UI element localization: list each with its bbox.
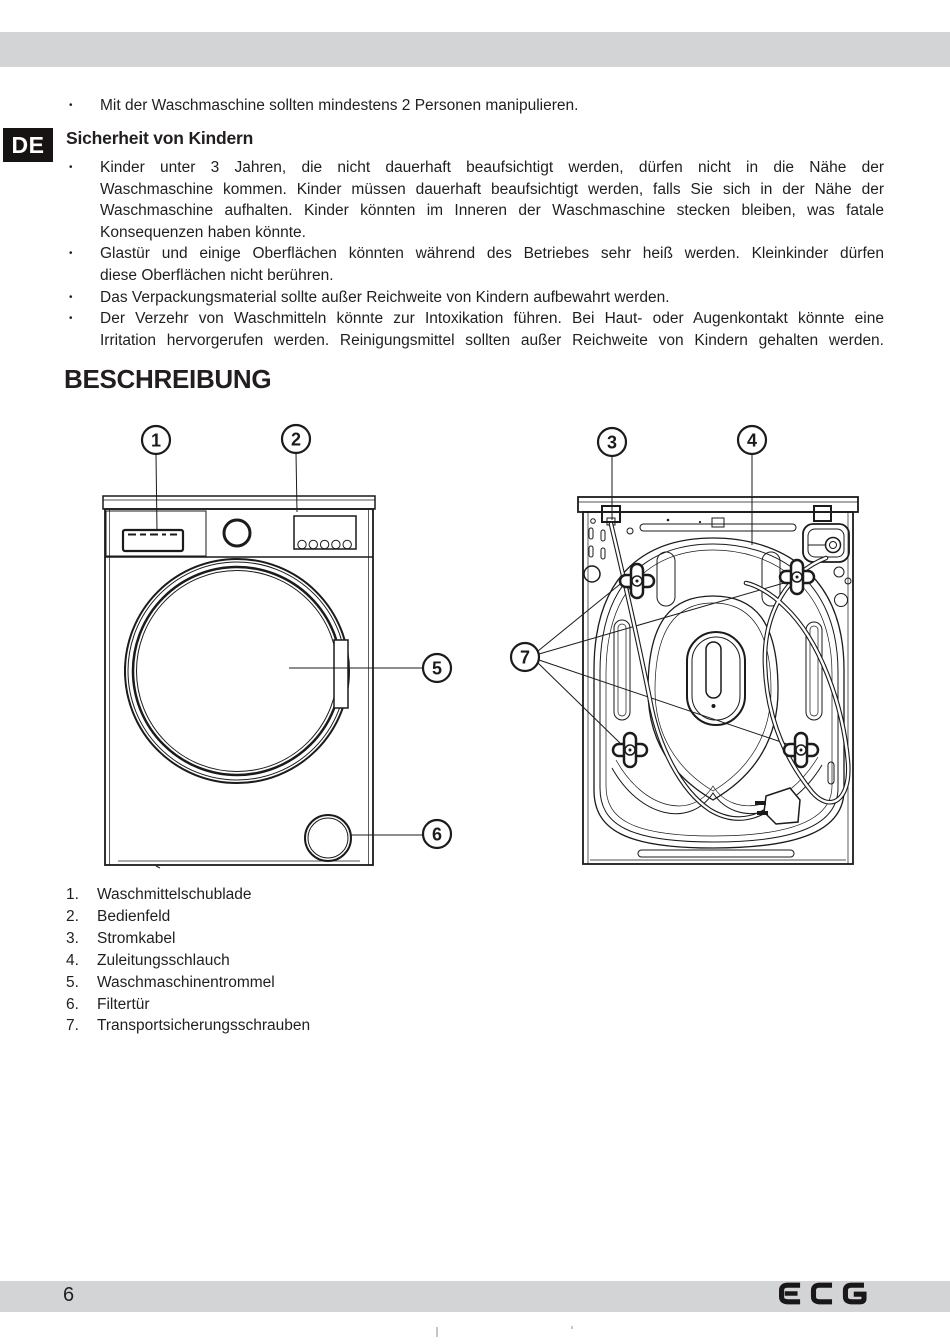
- front-view-diagram: [103, 425, 451, 868]
- callout-6: [351, 820, 451, 848]
- part-label: Stromkabel: [97, 929, 176, 947]
- part-number: 6.: [66, 995, 79, 1013]
- part-label: Filtertür: [97, 995, 150, 1013]
- transport-screw: [613, 733, 647, 767]
- text-line: Waschmaschine kommen. Kinder müssen dauerhaft beaufsichtigt werden, falls Sie sich in der Nähe der: [100, 180, 884, 198]
- safety-bullet-text: [100, 157, 884, 243]
- part-label: Transportsicherungsschrauben: [97, 1017, 311, 1035]
- text-line: Das Verpackungsmaterial sollte außer Reichweite von Kindern aufbewahrt werden.: [100, 288, 670, 306]
- intro-bullet: [66, 95, 884, 117]
- svg-text:4: 4: [746, 430, 758, 451]
- text-line: Glastür und einige Oberflächen könnten während des Betriebes sehr heiß werden. Kleinkinder dürfen: [100, 245, 884, 263]
- power-plug: [755, 788, 800, 824]
- print-artifact: [571, 1326, 573, 1329]
- svg-text:7: 7: [519, 647, 531, 668]
- door-handle: [334, 640, 348, 708]
- callout-5: [289, 654, 451, 682]
- part-list-item: [66, 994, 310, 1016]
- text-line: Irritation hervorgerufen werden. Reinigungsmittel sollten außer Reichweite von Kindern gehalten werden.: [100, 331, 884, 349]
- callout-4: [738, 426, 766, 545]
- bullet-marker: •: [69, 162, 73, 173]
- part-number: 4.: [66, 951, 79, 969]
- callout-2: [282, 425, 310, 512]
- part-list-item: [66, 884, 310, 906]
- filter-door: [305, 815, 351, 861]
- ecg-logo-graphic: [777, 1282, 873, 1305]
- part-number: 1.: [66, 886, 79, 903]
- washing-machine-diagram: [0, 418, 950, 880]
- front-top-cap: [103, 496, 375, 509]
- safety-bullet: [66, 157, 884, 243]
- safety-bullet-list: [66, 157, 884, 351]
- safety-bullet-text: [100, 308, 884, 351]
- bullet-marker: •: [69, 291, 73, 303]
- callout-1: [142, 426, 170, 531]
- door-drum: [125, 559, 350, 783]
- page-number: 6: [63, 1284, 75, 1306]
- part-list-item: [66, 1015, 310, 1037]
- safety-bullet-text: [100, 287, 884, 309]
- bullet-marker: •: [69, 100, 73, 111]
- text-line: Waschmaschine aufhalten. Kinder könnten im Inneren der Waschmaschine stecken bleiben, was fatale: [100, 202, 884, 220]
- text-line: Konsequenzen haben könnte.: [100, 223, 306, 241]
- logo-letter-c: [814, 1285, 833, 1302]
- control-display: [294, 516, 356, 549]
- text-line: diese Oberflächen nicht berühren.: [100, 266, 334, 284]
- print-artifact: [436, 1327, 438, 1337]
- back-view-diagram: [511, 426, 858, 864]
- bottom-slot: [638, 850, 794, 857]
- part-number: 5.: [66, 973, 79, 991]
- svg-text:6: 6: [431, 824, 443, 845]
- text-line: Kinder unter 3 Jahren, die nicht dauerhaft beaufsichtigt werden, dürfen nicht in die Nähe der: [100, 159, 884, 176]
- svg-text:2: 2: [290, 429, 302, 450]
- top-divider-bar: [0, 32, 950, 67]
- safety-bullet: [66, 308, 884, 351]
- description-heading: BESCHREIBUNG: [64, 364, 272, 394]
- part-label: Waschmaschinentrommel: [97, 973, 275, 991]
- center-recess: [648, 596, 778, 800]
- language-badge: DE: [3, 128, 53, 162]
- callout-7: [511, 643, 539, 671]
- brand-logo: [777, 1282, 873, 1310]
- intro-bullet-text: Mit der Waschmaschine sollten mindestens 2 Personen manipulieren.: [100, 97, 579, 114]
- hinge-bracket: [814, 506, 831, 521]
- detergent-drawer: [123, 530, 183, 551]
- part-label: Zuleitungsschlauch: [97, 951, 230, 969]
- safety-heading: Sicherheit von Kindern: [66, 128, 254, 148]
- safety-bullet-text: [100, 243, 884, 286]
- bullet-marker: •: [69, 313, 73, 325]
- bullet-marker: •: [69, 248, 73, 260]
- safety-bullet: [66, 243, 884, 286]
- cord-entry-bracket: [602, 506, 620, 522]
- parts-list: [66, 884, 310, 1037]
- svg-text:5: 5: [431, 658, 443, 679]
- logo-letter-g: [845, 1285, 864, 1302]
- svg-text:1: 1: [150, 430, 162, 451]
- safety-bullet: [66, 287, 884, 309]
- control-knob: [224, 520, 250, 546]
- pressed-channel-left: [657, 552, 675, 606]
- text-line: Der Verzehr von Waschmitteln könnte zur Intoxikation führen. Bei Haut- oder Augenkontakt könnte eine: [100, 310, 884, 328]
- part-number: 3.: [66, 929, 79, 947]
- part-list-item: [66, 950, 310, 972]
- part-number: 2.: [66, 907, 79, 925]
- vent-slots: [584, 528, 605, 582]
- part-list-item: [66, 928, 310, 950]
- svg-text:3: 3: [606, 432, 618, 453]
- part-list-item: [66, 972, 310, 994]
- part-label: Bedienfeld: [97, 907, 171, 925]
- part-label: Waschmittelschublade: [97, 886, 252, 903]
- part-number: 7.: [66, 1017, 79, 1035]
- part-list-item: [66, 906, 310, 928]
